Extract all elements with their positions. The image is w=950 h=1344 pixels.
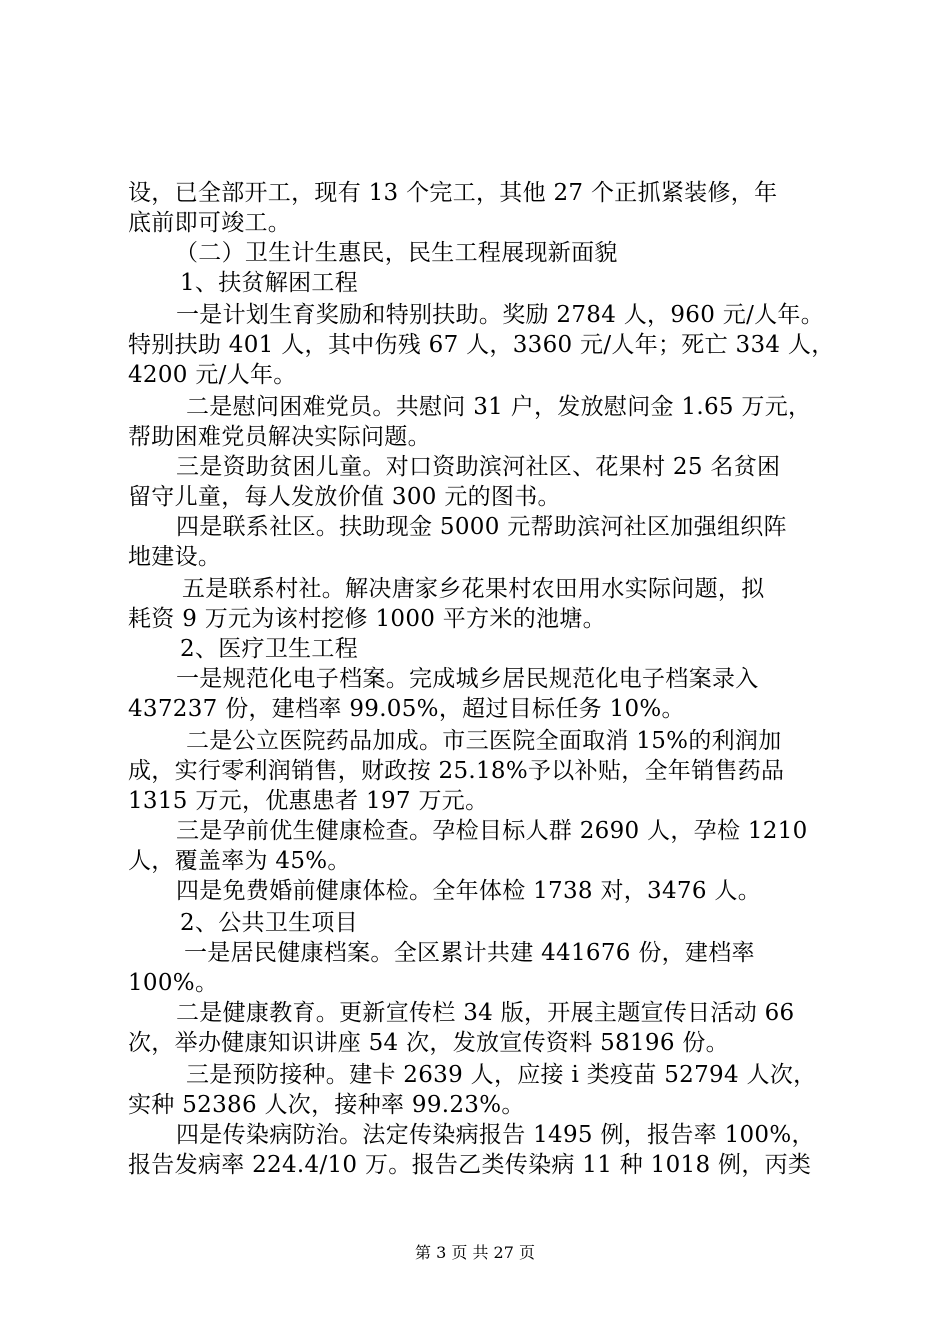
text-line: 三是资助贫困儿童。对口资助滨河社区、花果村 25 名贫困 (176, 454, 781, 480)
text-line: 五是联系村社。解决唐家乡花果村农田用水实际问题，拟 (182, 576, 765, 602)
text-line: 设，已全部开工，现有 13 个完工，其他 27 个正抓紧装修，年 (128, 180, 778, 206)
text-line: 二是公立医院药品加成。市三医院全面取消 15%的利润加 (186, 728, 782, 754)
text-line: 4200 元/人年。 (128, 362, 297, 388)
page-footer: 第 3 页 共 27 页 (415, 1243, 535, 1262)
subsection-heading: 2、医疗卫生工程 (180, 636, 359, 662)
text-line: 四是传染病防治。法定传染病报告 1495 例，报告率 100%， (176, 1122, 815, 1148)
text-line: 100%。 (128, 970, 219, 996)
text-line: 一是居民健康档案。全区累计共建 441676 份，建档率 (184, 940, 755, 966)
text-line: 地建设。 (128, 544, 222, 570)
text-line: 特别扶助 401 人，其中伤残 67 人，3360 元/人年；死亡 334 人， (128, 332, 835, 358)
text-line: 437237 份，建档率 99.05%，超过目标任务 10%。 (128, 696, 685, 722)
text-line: 底前即可竣工。 (128, 210, 292, 236)
subsection-heading: 1、扶贫解困工程 (180, 270, 359, 296)
text-line: 次，举办健康知识讲座 54 次，发放宣传资料 58196 份。 (128, 1030, 729, 1056)
text-line: 帮助困难党员解决实际问题。 (128, 424, 431, 450)
text-line: 一是计划生育奖励和特别扶助。奖励 2784 人，960 元/人年。 (176, 302, 825, 328)
text-line: 四是免费婚前健康体检。全年体检 1738 对，3476 人。 (176, 878, 761, 904)
text-line: 实种 52386 人次，接种率 99.23%。 (128, 1092, 525, 1118)
text-line: 二是健康教育。更新宣传栏 34 版，开展主题宣传日活动 66 (176, 1000, 795, 1026)
text-line: 三是预防接种。建卡 2639 人，应接 i 类疫苗 52794 人次， (186, 1062, 817, 1088)
text-line: 人，覆盖率为 45%。 (128, 848, 351, 874)
text-line: 成，实行零利润销售，财政按 25.18%予以补贴，全年销售药品 (128, 758, 785, 784)
text-line: 一是规范化电子档案。完成城乡居民规范化电子档案录入 (176, 666, 759, 692)
text-line: 耗资 9 万元为该村挖修 1000 平方米的池塘。 (128, 606, 606, 632)
section-heading: （二）卫生计生惠民，民生工程展现新面貌 (175, 240, 618, 266)
text-line: 留守儿童，每人发放价值 300 元的图书。 (128, 484, 561, 510)
text-line: 三是孕前优生健康检查。孕检目标人群 2690 人，孕检 1210 (176, 818, 808, 844)
text-line: 四是联系社区。扶助现金 5000 元帮助滨河社区加强组织阵 (176, 514, 787, 540)
text-line: 报告发病率 224.4/10 万。报告乙类传染病 11 种 1018 例，丙类 (128, 1152, 812, 1178)
text-line: 二是慰问困难党员。共慰问 31 户，发放慰问金 1.65 万元， (186, 394, 812, 420)
subsection-heading: 2、公共卫生项目 (180, 910, 359, 936)
text-line: 1315 万元，优惠患者 197 万元。 (128, 788, 489, 814)
